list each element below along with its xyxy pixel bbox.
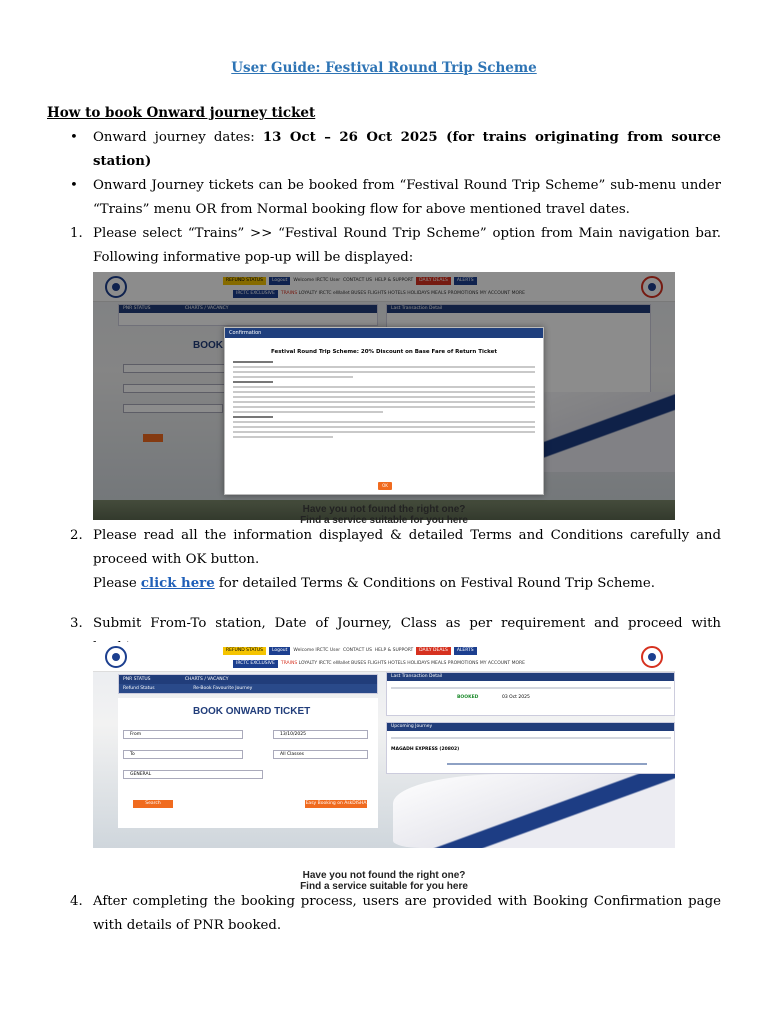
step-1 <box>70 222 721 270</box>
easy-booking-button: Easy Booking on AskDISHA <box>305 801 367 806</box>
date-field: 13/10/2025 <box>273 730 368 739</box>
screenshot-booking-form <box>93 642 675 892</box>
confirmation-modal <box>224 327 544 495</box>
step-sub-suffix: for detailed Terms & Conditions on Festival Round Trip Scheme. <box>214 576 655 591</box>
from-field: From <box>123 730 243 739</box>
document-title: User Guide: Festival Round Trip Scheme <box>231 60 537 76</box>
step-4 <box>70 890 721 938</box>
modal-header: Confirmation <box>225 328 543 338</box>
step-text: After completing the booking process, users are provided with Booking Confirmation page with details of PNR booked. <box>93 894 721 933</box>
left-tabs: PNR STATUS CHARTS / VACANCY <box>118 304 378 326</box>
step-text: Please read all the information displayed & detailed Terms and Conditions carefully and proceed with OK button. <box>93 528 721 567</box>
transaction-date: 03 Oct 2025 <box>502 695 530 700</box>
upcoming-journey-panel: Upcoming Journey MAGADH EXPRESS (20802) <box>386 722 675 774</box>
last-transaction-panel: Last Transaction Detail <box>386 304 651 394</box>
step-text: Submit From-To station, Date of Journey, Class as per requirement and proceed with <box>93 616 721 631</box>
main-nav: IRCTC EXCLUSIVE TRAINS LOYALTY IRCTC eWallet BUSES FLIGHTS HOTELS HOLIDAYS MEALS PROMOTIONS MY ACCOUNT MORE <box>233 290 563 298</box>
not-found-text: Have you not found the right one? <box>302 870 466 881</box>
main-nav: IRCTC EXCLUSIVE TRAINS LOYALTY IRCTC eWallet BUSES FLIGHTS HOTELS HOLIDAYS MEALS PROMOTIONS MY ACCOUNT MORE <box>233 660 563 668</box>
book-onward-title: BOOK ONWARD TICKET <box>193 706 311 717</box>
step-text: Please select “Trains” >> “Festival Round Trip Scheme” option from Main navigation bar. Following informative pop-up will be displayed: <box>93 226 721 265</box>
bullet-item <box>70 126 721 174</box>
to-field: To <box>123 750 243 759</box>
step-number: 1. <box>70 226 83 241</box>
bullet-dates: 13 Oct – 26 Oct 2025 (for trains originating from source station) <box>93 130 721 169</box>
bullet-prefix: Onward journey dates: <box>93 130 263 145</box>
left-tabs: PNR STATUS CHARTS / VACANCY Refund Status Re-Book Favourite Journey <box>118 674 378 694</box>
step-number: 3. <box>70 616 83 631</box>
section-heading: How to book Onward journey ticket <box>47 105 316 121</box>
booking-status: BOOKED <box>457 695 479 700</box>
ok-button: OK <box>378 482 392 490</box>
book-title: BOOK <box>193 340 223 351</box>
step-sub-prefix: Please <box>93 576 141 591</box>
step-number: 4. <box>70 894 83 909</box>
site-header <box>93 642 675 672</box>
class-field: All Classes <box>273 750 368 759</box>
bullet-list <box>70 126 721 222</box>
search-button: Search <box>133 800 173 808</box>
irctc-logo-icon <box>641 646 663 668</box>
screenshot-confirmation-popup <box>93 272 675 526</box>
terms-link[interactable]: click here <box>140 576 215 591</box>
step-2 <box>70 524 721 596</box>
train-name: MAGADH EXPRESS (20802) <box>391 747 460 752</box>
not-found-subtext: Find a service suitable for you here <box>300 515 468 526</box>
top-nav: REFUND STATUS Logout Welcome IRCTC User CONTACT US HELP & SUPPORT DAILY DEALS ALERTS <box>223 647 573 655</box>
not-found-text: Have you not found the right one? <box>302 504 466 515</box>
top-nav: REFUND STATUS Logout Welcome IRCTC User CONTACT US HELP & SUPPORT DAILY DEALS ALERTS <box>223 277 573 285</box>
bullet-item: • Onward Journey tickets can be booked from “Festival Round Trip Scheme” sub-menu under “Trains” menu OR from Normal booking flow for above mentioned travel dates. <box>70 174 721 222</box>
train-image <box>393 774 675 848</box>
modal-title: Festival Round Trip Scheme: 20% Discount on Base Fare of Return Ticket <box>271 349 497 355</box>
quota-field: GENERAL <box>123 770 263 779</box>
indian-railways-logo-icon <box>105 646 127 668</box>
last-transaction-panel: Last Transaction Detail BOOKED 03 Oct 2025 <box>386 672 675 716</box>
not-found-subtext: Find a service suitable for you here <box>300 881 468 892</box>
step-number: 2. <box>70 528 83 543</box>
